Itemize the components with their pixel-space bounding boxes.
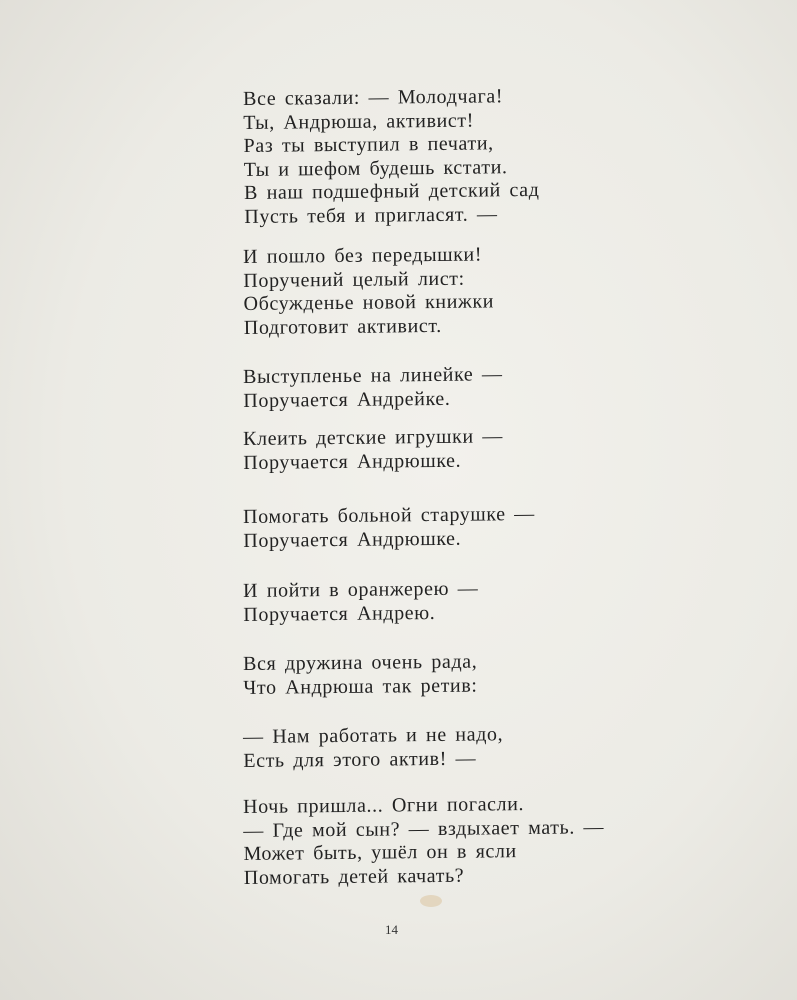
poem-line: Помогать больной старушке — bbox=[243, 502, 535, 528]
poem-line: Раз ты выступил в печати, bbox=[243, 132, 494, 157]
poem-line: Клеить детские игрушки — bbox=[243, 425, 504, 450]
poem-line: Может быть, ушёл он в ясли bbox=[243, 840, 517, 865]
poem-line: — Нам работать и не надо, bbox=[243, 723, 504, 748]
poem-line: Поручается Андрюшке. bbox=[243, 527, 462, 552]
poem-line: Обсужденье новой книжки bbox=[243, 290, 495, 315]
poem-line: И пойти в оранжерею — bbox=[243, 577, 479, 602]
poem-line: Ты и шефом будешь кстати. bbox=[243, 155, 508, 181]
stanza bbox=[243, 503, 535, 553]
poem-line: — Где мой сын? — вздыхает мать. — bbox=[243, 815, 605, 842]
stanza bbox=[243, 243, 494, 340]
stanza bbox=[243, 363, 503, 413]
stanza bbox=[243, 792, 605, 890]
poem-line: Выступленье на линейке — bbox=[243, 363, 503, 388]
poem-line: Поручается Андрейке. bbox=[243, 387, 451, 412]
poem-line: Вся дружина очень рада, bbox=[243, 650, 478, 675]
poem-line: Ночь пришла... Огни погасли. bbox=[243, 793, 525, 818]
poem-line: Ты, Андрюша, активист! bbox=[243, 109, 475, 134]
stanza bbox=[243, 85, 540, 229]
stanza bbox=[243, 578, 479, 627]
poem-line: Все сказали: — Молодчага! bbox=[243, 85, 504, 110]
paper-stain bbox=[420, 895, 442, 907]
poem-line: Пусть тебя и пригласят. — bbox=[244, 202, 498, 228]
poem-line: В наш подшефный детский сад bbox=[243, 178, 540, 204]
poem-line: Подготовит активист. bbox=[243, 314, 442, 339]
poem-line: Помогать детей качать? bbox=[243, 864, 465, 889]
page-number: 14 bbox=[385, 922, 398, 937]
stanza bbox=[243, 651, 478, 700]
poem-line: Поручается Андрею. bbox=[243, 601, 436, 626]
poem-line: И пошло без передышки! bbox=[243, 243, 483, 268]
poem-line: Есть для этого актив! — bbox=[243, 747, 477, 772]
poem-line: Поручений целый лист: bbox=[243, 267, 465, 292]
poem-line: Что Андрюша так ретив: bbox=[243, 674, 478, 699]
stanza bbox=[243, 723, 503, 773]
stanza bbox=[243, 425, 503, 475]
poem-line: Поручается Андрюшке. bbox=[243, 449, 462, 474]
